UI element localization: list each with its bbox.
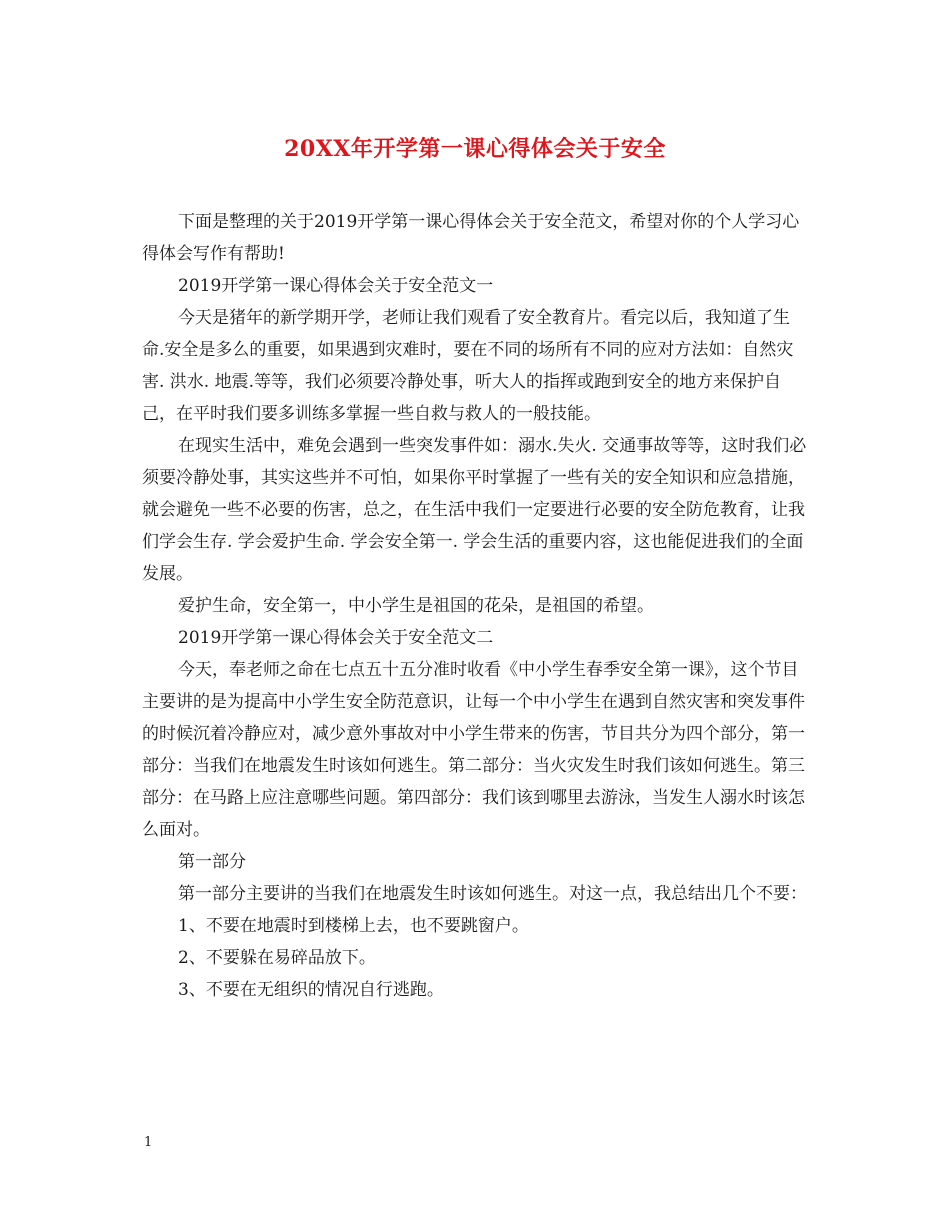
body-paragraph: 第一部分主要讲的当我们在地震发生时该如何逃生。对这一点，我总结出几个不要： <box>178 884 807 904</box>
list-item: 2、不要躲在易碎品放下。 <box>178 948 376 968</box>
section-heading-one: 2019开学第一课心得体会关于安全范文一 <box>178 276 494 296</box>
body-paragraph: 爱护生命，安全第一，中小学生是祖国的花朵，是祖国的希望。 <box>178 596 654 616</box>
document-title: 20XX年开学第一课心得体会关于安全 <box>284 136 666 162</box>
section-heading-two: 2019开学第一课心得体会关于安全范文二 <box>178 628 494 648</box>
intro-paragraph: 下面是整理的关于2019开学第一课心得体会关于安全范文，希望对你的个人学习心得体会写作有帮助! <box>142 212 800 264</box>
body-paragraph: 今天，奉老师之命在七点五十五分准时收看《中小学生春季安全第一课》，这个节目主要讲的是为提高中小学生安全防范意识，让每一个中小学生在遇到自然灾害和突发事件的时候沉着冷静应对，减少意外事故对中小学生带来的伤害，节目共分为四个部分，第一部分：当我们在地震发生时该如何逃生。第二部分：当火灾发生时我们该如何逃生。第三部分：在马路上应注意哪些问题。第四部分：我们该到哪里去游泳，当发生人溺水时该怎么面对。 <box>142 660 805 840</box>
body-paragraph: 在现实生活中，难免会遇到一些突发事件如：溺水.失火. 交通事故等等，这时我们必须要冷静处事，其实这些并不可怕，如果你平时掌握了一些有关的安全知识和应急措施，就会避免一些不必要的伤害，总之，在生活中我们一定要进行必要的安全防危教育，让我们学会生存. 学会爱护生命. 学会安全第一. 学会生活的重要内容，这也能促进我们的全面发展。 <box>142 436 807 584</box>
document-body <box>142 206 810 1006</box>
list-item: 1、不要在地震时到楼梯上去，也不要跳窗户。 <box>178 916 529 936</box>
list-item: 3、不要在无组织的情况自行逃跑。 <box>178 980 444 1000</box>
body-paragraph: 今天是猪年的新学期开学，老师让我们观看了安全教育片。看完以后，我知道了生命.安全是多么的重要，如果遇到灾难时，要在不同的场所有不同的应对方法如：自然灾害. 洪水. 地震.等等，我们必须要冷静处事，听大人的指挥或跑到安全的地方来保护自己，在平时我们要多训练多掌握一些自救与救人的一般技能。 <box>142 308 794 424</box>
subsection-heading: 第一部分 <box>178 852 246 872</box>
page-number: 1 <box>144 1135 153 1150</box>
